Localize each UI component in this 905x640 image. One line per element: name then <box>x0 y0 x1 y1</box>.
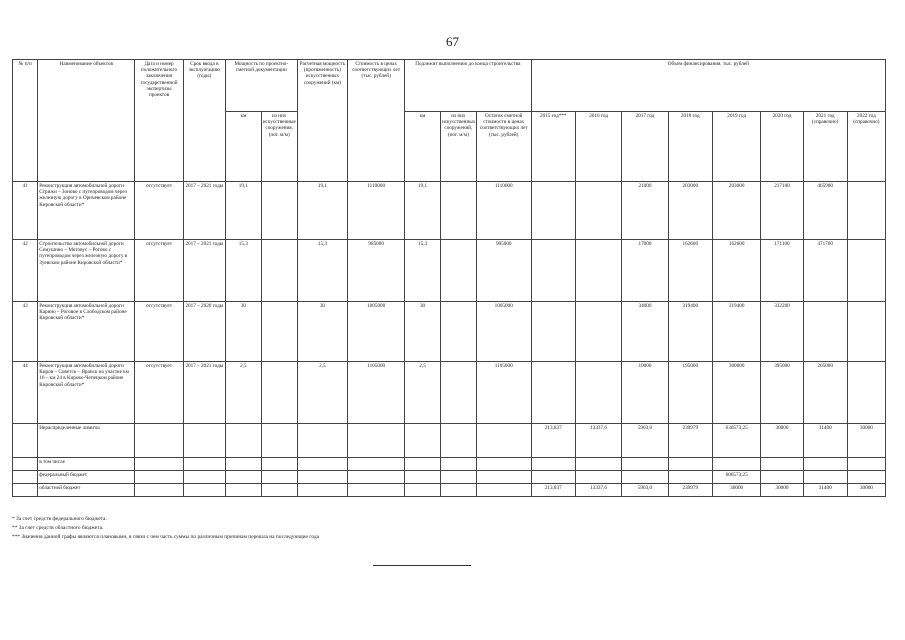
header-2020: 2020 год <box>761 112 803 182</box>
row-2020: 217100 <box>761 182 803 240</box>
summary-2019: 606573,25 <box>712 471 760 484</box>
summary-row <box>13 458 886 471</box>
row-km: 30 <box>225 302 261 362</box>
row-km: 2,5 <box>225 362 261 424</box>
header-2021: 2021 год (справочно) <box>803 112 847 182</box>
summary-row <box>13 471 886 484</box>
row-2017: 17000 <box>622 240 668 302</box>
row-2015 <box>531 302 575 362</box>
summary-2018: 239979 <box>668 484 712 497</box>
row-art <box>261 302 297 362</box>
row-2021: 471700 <box>803 240 847 302</box>
header-name: Наименование объектов <box>38 60 135 182</box>
row-2017: 34000 <box>622 302 668 362</box>
row-2021: 465900 <box>803 182 847 240</box>
row-calc: 2,5 <box>297 362 348 424</box>
summary-2019: 636573,25 <box>712 424 760 458</box>
row-2019: 162600 <box>712 240 760 302</box>
row-2021: 205000 <box>803 362 847 424</box>
row-art <box>261 362 297 424</box>
row-remain: 985000 <box>476 240 531 302</box>
summary-label: областной бюджет <box>38 484 135 497</box>
header-km2: км <box>405 112 441 182</box>
footnote-1: * За счет средств федерального бюджета. <box>12 516 107 522</box>
row-2022 <box>847 302 885 362</box>
table-row <box>13 362 886 424</box>
header-finance: Объем финансирования, тыс. рублей <box>531 60 885 112</box>
footnote-3: *** Значения данной графы являются плановыми, в связи с чем часть суммы по различным причинам перешла на последующие года <box>12 534 319 540</box>
row-art2 <box>440 362 476 424</box>
row-2019: 319400 <box>712 302 760 362</box>
table-row <box>13 302 886 362</box>
row-num: 42 <box>13 240 38 302</box>
summary-2022 <box>847 471 885 484</box>
summary-2022: 30000 <box>847 424 885 458</box>
row-km2: 2,5 <box>405 362 441 424</box>
row-art2 <box>440 182 476 240</box>
row-term: 2017 – 2020 годы <box>183 302 225 362</box>
row-remain: 1005000 <box>476 302 531 362</box>
summary-2020: 30000 <box>761 424 803 458</box>
row-2016 <box>575 302 621 362</box>
row-2020: 395000 <box>761 362 803 424</box>
row-2017: 10000 <box>622 362 668 424</box>
header-2016: 2016 год <box>575 112 621 182</box>
header-2019: 2019 год <box>712 112 760 182</box>
row-art <box>261 182 297 240</box>
summary-2015 <box>531 471 575 484</box>
summary-2016 <box>575 458 621 471</box>
table-row <box>13 182 886 240</box>
divider-line <box>373 565 471 566</box>
summary-2017: 5903,0 <box>622 424 668 458</box>
row-2022 <box>847 362 885 424</box>
summary-2015: 213,837 <box>531 424 575 458</box>
header-date: Дата и номер положительного заключения государственной экспертизы проектов <box>135 60 183 182</box>
footnote-2: ** За счет средств областного бюджета. <box>12 525 104 531</box>
row-2020: 332200 <box>761 302 803 362</box>
header-remain: Остаток сметной стоимости в ценах соответствующих лет (тыс. рублей) <box>476 112 531 182</box>
summary-2017 <box>622 471 668 484</box>
table-row <box>13 240 886 302</box>
summary-2020: 30000 <box>761 484 803 497</box>
summary-label: в том числе <box>38 458 135 471</box>
summary-2019 <box>712 458 760 471</box>
summary-2018 <box>668 471 712 484</box>
header-cost: Стоимость в ценах соответствующих лет (тыс. рублей) <box>348 60 405 182</box>
row-2022 <box>847 182 885 240</box>
row-num: 44 <box>13 362 38 424</box>
row-date: отсутствует <box>135 302 183 362</box>
row-name: Реконструкция автомобильной дороги Карино – Роговое в Слободском районе Кировской области* <box>38 302 135 362</box>
row-2017: 21000 <box>622 182 668 240</box>
row-km: 15,3 <box>225 240 261 302</box>
row-2021 <box>803 302 847 362</box>
row-name: Реконструкция автомобильной дороги Киров – Советск – Яранск на участке км 16 – км 24 в Кирово-Чепецком районе Кировской области* <box>38 362 135 424</box>
header-power-psd: Мощность по проектно-сметной документации <box>225 60 297 112</box>
row-date: отсутствует <box>135 362 183 424</box>
summary-2020 <box>761 471 803 484</box>
row-2016 <box>575 240 621 302</box>
header-km: км <box>225 112 261 182</box>
row-2022 <box>847 240 885 302</box>
row-km2: 19,1 <box>405 182 441 240</box>
row-name: Строительство автомобильной дороги Семушино – Мотовус – Рогово с путепроводом через железную дорогу в Зуевском районе Кировской области* <box>38 240 135 302</box>
row-cost: 1005000 <box>348 302 405 362</box>
summary-2021: 31400 <box>803 484 847 497</box>
row-cost: 1110000 <box>348 182 405 240</box>
summary-2020 <box>761 458 803 471</box>
header-2022: 2022 год (справочно) <box>847 112 885 182</box>
row-2015 <box>531 362 575 424</box>
row-2020: 171100 <box>761 240 803 302</box>
row-km2: 15,3 <box>405 240 441 302</box>
row-num: 43 <box>13 302 38 362</box>
header-2018: 2018 год <box>668 112 712 182</box>
summary-label: федеральный бюджет <box>38 471 135 484</box>
header-calc-power: Расчетная мощность (протяженность) искусственных сооружений (км) <box>297 60 348 182</box>
row-calc: 15,3 <box>297 240 348 302</box>
row-num: 41 <box>13 182 38 240</box>
header-2017: 2017 год <box>622 112 668 182</box>
row-date: отсутствует <box>135 240 183 302</box>
page-number: 67 <box>446 34 459 49</box>
row-2019: 300000 <box>712 362 760 424</box>
header-term: Срок ввода в эксплуатацию (годы) <box>183 60 225 182</box>
summary-2021 <box>803 458 847 471</box>
summary-2016 <box>575 471 621 484</box>
row-km: 19,1 <box>225 182 261 240</box>
summary-2019: 30000 <box>712 484 760 497</box>
row-2016 <box>575 362 621 424</box>
header-to-complete: Подлежит выполнению до конца строительства <box>405 60 532 112</box>
summary-2016: 13337,6 <box>575 424 621 458</box>
header-art: из них искусственные сооружения, (пог. м/м) <box>261 112 297 182</box>
row-art <box>261 240 297 302</box>
summary-2018 <box>668 458 712 471</box>
row-cost: 985000 <box>348 240 405 302</box>
row-term: 2017 – 2021 годы <box>183 362 225 424</box>
summary-2021: 31400 <box>803 424 847 458</box>
summary-2015 <box>531 458 575 471</box>
summary-2015: 213,837 <box>531 484 575 497</box>
header-2015: 2015 год*** <box>531 112 575 182</box>
row-2018: 195000 <box>668 362 712 424</box>
row-km2: 30 <box>405 302 441 362</box>
row-2015 <box>531 240 575 302</box>
investment-table <box>12 59 886 497</box>
row-calc: 19,1 <box>297 182 348 240</box>
row-2015 <box>531 182 575 240</box>
row-2018: 162600 <box>668 240 712 302</box>
row-remain: 1105000 <box>476 362 531 424</box>
row-2018: 319400 <box>668 302 712 362</box>
summary-2022: 30000 <box>847 484 885 497</box>
header-num: № п/п <box>13 60 38 182</box>
header-art2: из них искусственных сооружений, (пог. м/м) <box>440 112 476 182</box>
summary-2022 <box>847 458 885 471</box>
summary-2016: 13337,6 <box>575 484 621 497</box>
row-term: 2017 – 2021 годы <box>183 240 225 302</box>
row-2016 <box>575 182 621 240</box>
summary-row <box>13 484 886 497</box>
summary-2018: 239979 <box>668 424 712 458</box>
summary-2017: 5903,0 <box>622 484 668 497</box>
row-cost: 1105000 <box>348 362 405 424</box>
row-2018: 203000 <box>668 182 712 240</box>
summary-label: Нераспределенные лимиты <box>38 424 135 458</box>
summary-row <box>13 424 886 458</box>
summary-2021 <box>803 471 847 484</box>
row-2019: 203000 <box>712 182 760 240</box>
row-remain: 1110000 <box>476 182 531 240</box>
row-name: Реконструкция автомобильной дороги Стрижи – Зоново с путепроводом через железную дорогу в Оричевском районе Кировской области* <box>38 182 135 240</box>
row-art2 <box>440 302 476 362</box>
row-term: 2017 – 2021 годы <box>183 182 225 240</box>
summary-2017 <box>622 458 668 471</box>
row-date: отсутствует <box>135 182 183 240</box>
row-calc: 30 <box>297 302 348 362</box>
row-art2 <box>440 240 476 302</box>
